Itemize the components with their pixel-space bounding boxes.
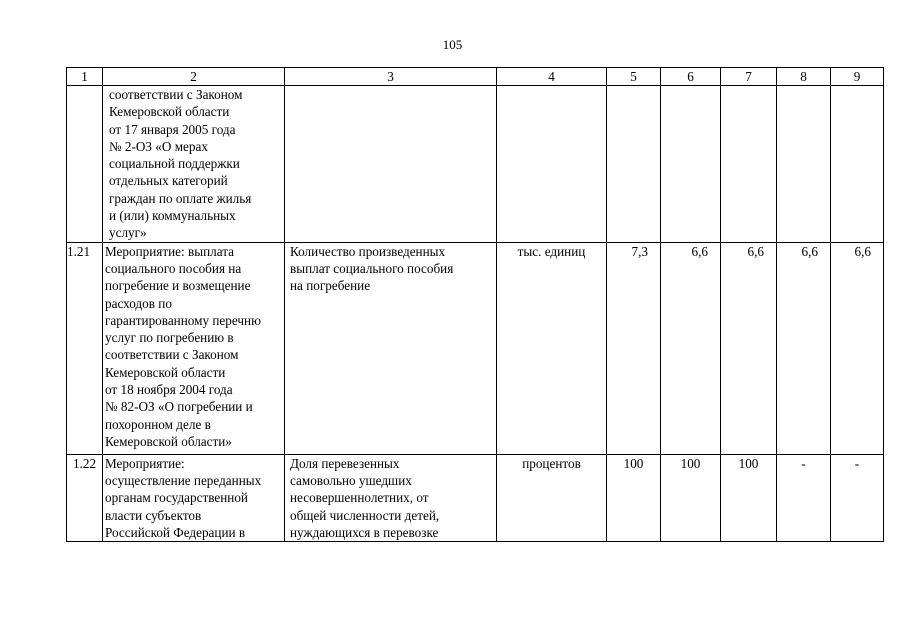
cell-text-line: и (или) коммунальных bbox=[109, 208, 236, 224]
header-cell-5: 5 bbox=[607, 68, 661, 86]
cell-num bbox=[67, 86, 103, 243]
header-cell-7: 7 bbox=[721, 68, 777, 86]
cell-text-line: Кемеровской области» bbox=[105, 433, 232, 449]
indicators-table bbox=[66, 67, 884, 542]
cell-text-line: Российской Федерации в bbox=[105, 524, 246, 540]
header-cell-8: 8 bbox=[777, 68, 831, 86]
table-row-1-21 bbox=[67, 242, 884, 454]
cell-text-line: органам государственной bbox=[105, 490, 248, 506]
cell-text-line: выплат социального пособия bbox=[290, 260, 454, 276]
header-cell-9: 9 bbox=[831, 68, 884, 86]
cell-event-description bbox=[103, 242, 285, 454]
cell-text-line: на погребение bbox=[290, 278, 371, 294]
cell-event-description bbox=[103, 454, 285, 541]
cell-text-line: расходов по bbox=[105, 295, 172, 311]
cell-text-line: общей численности детей, bbox=[290, 507, 440, 523]
cell-text-line: погребение и возмещение bbox=[105, 278, 251, 294]
cell-value-5 bbox=[607, 86, 661, 243]
cell-text-line: от 17 января 2005 года bbox=[109, 121, 236, 137]
cell-text-line: Мероприятие: выплата bbox=[105, 243, 235, 259]
cell-text-line: власти субъектов bbox=[105, 507, 202, 523]
cell-text-line: нуждающихся в перевозке bbox=[290, 524, 439, 540]
cell-value-7 bbox=[721, 86, 777, 243]
cell-unit: процентов bbox=[497, 454, 607, 541]
cell-text-line: социальной поддержки bbox=[109, 156, 240, 172]
header-cell-3: 3 bbox=[285, 68, 497, 86]
cell-num: 1.22 bbox=[67, 454, 103, 541]
cell-text-line: услуг по погребению в bbox=[105, 330, 234, 346]
cell-value-6 bbox=[661, 86, 721, 243]
table-header-row bbox=[67, 68, 884, 86]
cell-value-6: 6,6 bbox=[661, 242, 721, 454]
cell-text-line: несовершеннолетних, от bbox=[290, 490, 429, 506]
header-cell-1: 1 bbox=[67, 68, 103, 86]
cell-text-line: Кемеровской области bbox=[105, 364, 226, 380]
cell-indicator bbox=[285, 242, 497, 454]
cell-text-line: самовольно ушедших bbox=[290, 472, 412, 488]
cell-value-8 bbox=[777, 86, 831, 243]
cell-value-5: 7,3 bbox=[607, 242, 661, 454]
table-row-1-22 bbox=[67, 454, 884, 541]
header-cell-6: 6 bbox=[661, 68, 721, 86]
page-number: 105 bbox=[442, 37, 463, 52]
cell-text-line: № 82-ОЗ «О погребении и bbox=[105, 399, 253, 415]
cell-text-line: Количество произведенных bbox=[290, 243, 446, 259]
cell-indicator bbox=[285, 86, 497, 243]
header-cell-2: 2 bbox=[103, 68, 285, 86]
cell-text-line: соответствии с Законом bbox=[109, 87, 243, 102]
cell-text-line: гарантированному перечню bbox=[105, 312, 261, 328]
cell-text-line: Доля перевезенных bbox=[290, 455, 400, 471]
cell-text-line: осуществление переданных bbox=[105, 472, 262, 488]
cell-value-9: 6,6 bbox=[831, 242, 884, 454]
cell-value-9: - bbox=[831, 454, 884, 541]
cell-value-6: 100 bbox=[661, 454, 721, 541]
cell-text-line: похоронном деле в bbox=[105, 416, 211, 432]
cell-unit bbox=[497, 86, 607, 243]
cell-text-line: социального пособия на bbox=[105, 260, 242, 276]
cell-value-8: - bbox=[777, 454, 831, 541]
cell-text-line: Мероприятие: bbox=[105, 455, 185, 471]
cell-event-description bbox=[103, 86, 285, 243]
cell-value-8: 6,6 bbox=[777, 242, 831, 454]
table-row-continuation bbox=[67, 86, 884, 243]
cell-value-5: 100 bbox=[607, 454, 661, 541]
cell-text-line: № 2-ОЗ «О мерах bbox=[109, 138, 208, 154]
cell-text-line: граждан по оплате жилья bbox=[109, 190, 252, 206]
cell-value-7: 6,6 bbox=[721, 242, 777, 454]
cell-unit: тыс. единиц bbox=[497, 242, 607, 454]
cell-text-line: от 18 ноября 2004 года bbox=[105, 382, 233, 398]
cell-num: 1.21 bbox=[67, 242, 103, 454]
cell-value-7: 100 bbox=[721, 454, 777, 541]
cell-value-9 bbox=[831, 86, 884, 243]
cell-text-line: услуг» bbox=[109, 225, 147, 241]
cell-text-line: отдельных категорий bbox=[109, 173, 228, 189]
cell-text-line: Кемеровской области bbox=[109, 104, 230, 120]
cell-text-line: соответствии с Законом bbox=[105, 347, 239, 363]
header-cell-4: 4 bbox=[497, 68, 607, 86]
cell-indicator bbox=[285, 454, 497, 541]
